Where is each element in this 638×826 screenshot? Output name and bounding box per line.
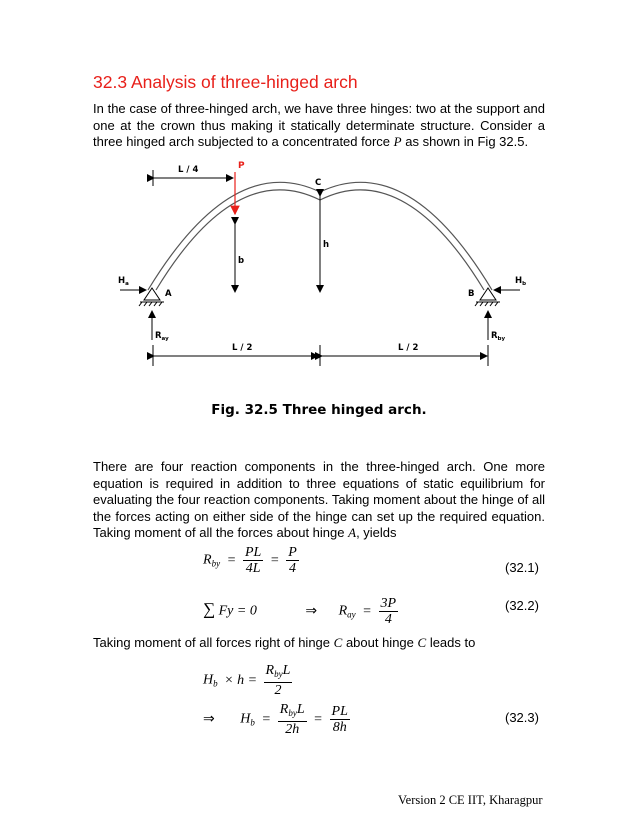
intro-var: P (393, 134, 402, 149)
intro-tail: as shown in Fig 32.5. (405, 134, 529, 149)
moment-sentence: Taking moment of all forces right of hinge C about hinge C leads to (93, 635, 476, 650)
half-right-label: L / 2 (398, 343, 419, 353)
half-left-label: L / 2 (232, 343, 253, 353)
rby-label: $R_{by}$ (491, 331, 506, 342)
equation-32-2: ∑ Fy = 0 ⇒ $R_{ay}$ = $\frac{3P}{4}$ (203, 596, 397, 627)
equation-number-32-2: (32.2) (505, 598, 539, 613)
equation-32-1: $R_{by}$ = $\frac{PL}{4L}$ = $\frac{P}{4}$ (203, 545, 297, 576)
equation-number-32-3: (32.3) (505, 710, 539, 725)
body-text: There are four reaction components in the three-hinged arch. One more equation is required in addition to three equations of static equilibrium for evaluating the four reaction components. Taking moment about the hinge of all the forces acting on either side of the hinge can set up the required equation. Taking moment of all the forces about hinge (93, 459, 545, 540)
intro-text: In the case of three-hinged arch, we have three hinges: two at the support and one at the crown thus making it statically determinate structure. Consider a three hinged arch subjected to a concentrated force (93, 101, 545, 149)
rise-label: h (323, 240, 330, 250)
three-hinged-arch-figure (100, 160, 540, 385)
load-height-label: b (238, 256, 245, 266)
quarter-label: L / 4 (178, 165, 199, 175)
equation-32-3b: ⇒ $H_b$ = $\frac{R_{by}L}{2h}$ = $\frac{PL}{8h}$ (203, 702, 348, 737)
equation-32-3a: $H_b \times h$ = $\frac{R_{by}L}{2}$ (203, 663, 291, 698)
figure-caption: Fig. 32.5 Three hinged arch. (211, 402, 427, 418)
hx-left-label: $H_a$ (118, 276, 129, 287)
ray-label: $R_{ay}$ (155, 331, 169, 342)
support-b-label: B (468, 289, 475, 299)
load-label: P (238, 161, 245, 171)
intro-paragraph (93, 101, 545, 151)
equation-number-32-1: (32.1) (505, 560, 539, 575)
section-title: 32.3 Analysis of three-hinged arch (93, 72, 358, 92)
crown-label: C (315, 178, 322, 188)
page-footer: Version 2 CE IIT, Kharagpur (398, 793, 543, 807)
hx-right-label: $H_b$ (515, 276, 527, 287)
body-tail: , yields (356, 525, 397, 540)
body-var: A (348, 525, 357, 540)
support-a-icon (139, 288, 164, 306)
support-b-icon (475, 288, 500, 306)
body-paragraph (93, 459, 545, 542)
support-a-label: A (165, 289, 172, 299)
